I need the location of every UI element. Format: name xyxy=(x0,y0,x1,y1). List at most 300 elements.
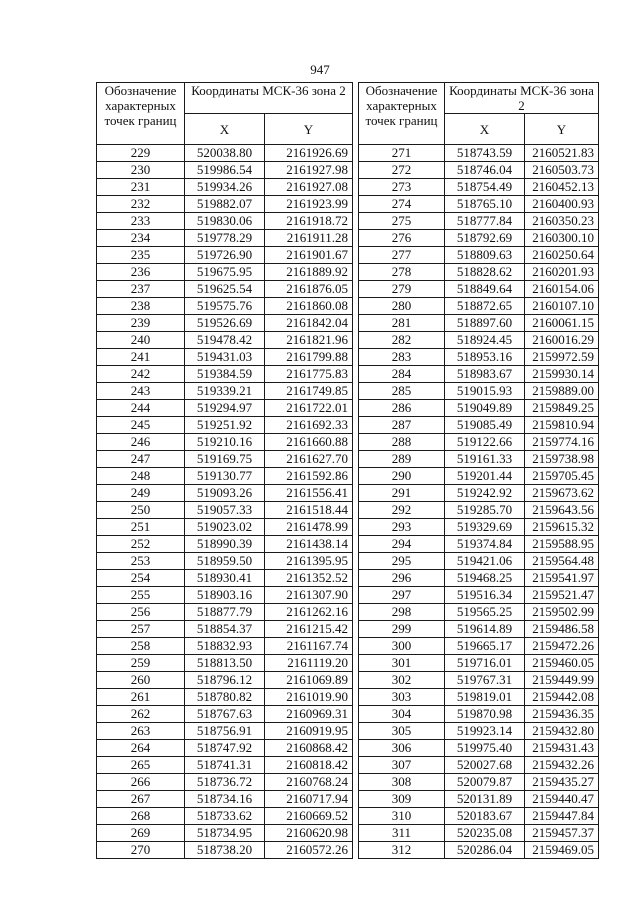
table-row xyxy=(97,604,599,621)
point-id: 243 xyxy=(97,383,185,400)
coord-y: 2161352.52 xyxy=(265,570,353,587)
coord-y-right: 2159460.05 xyxy=(525,655,599,672)
point-id-right: 298 xyxy=(359,604,445,621)
point-id: 267 xyxy=(97,791,185,808)
coord-x-right: 519329.69 xyxy=(445,519,525,536)
coord-x: 518796.12 xyxy=(185,672,265,689)
point-id-right: 286 xyxy=(359,400,445,417)
coord-y-right: 2159447.84 xyxy=(525,808,599,825)
coord-y-right: 2159810.94 xyxy=(525,417,599,434)
coord-x: 519384.59 xyxy=(185,366,265,383)
coord-x: 519130.77 xyxy=(185,468,265,485)
coord-y: 2161926.69 xyxy=(265,145,353,162)
point-id-right: 282 xyxy=(359,332,445,349)
point-id: 253 xyxy=(97,553,185,570)
coord-x-right: 519161.33 xyxy=(445,451,525,468)
header-x-right: X xyxy=(445,114,525,145)
point-id-right: 285 xyxy=(359,383,445,400)
point-id: 260 xyxy=(97,672,185,689)
point-id: 254 xyxy=(97,570,185,587)
point-id-right: 284 xyxy=(359,366,445,383)
coord-x-right: 518777.84 xyxy=(445,213,525,230)
table-row xyxy=(97,264,599,281)
coord-y-right: 2159431.43 xyxy=(525,740,599,757)
table-row xyxy=(97,281,599,298)
coord-y: 2161722.01 xyxy=(265,400,353,417)
point-id: 256 xyxy=(97,604,185,621)
coord-x: 519934.26 xyxy=(185,179,265,196)
table-row xyxy=(97,740,599,757)
point-id-right: 277 xyxy=(359,247,445,264)
table-row xyxy=(97,791,599,808)
header-y: Y xyxy=(265,114,353,145)
coord-x: 518780.82 xyxy=(185,689,265,706)
table-row xyxy=(97,621,599,638)
coord-y-right: 2160016.29 xyxy=(525,332,599,349)
coord-x-right: 519767.31 xyxy=(445,672,525,689)
coord-y: 2160969.31 xyxy=(265,706,353,723)
coord-y: 2160818.42 xyxy=(265,757,353,774)
coord-y: 2161876.05 xyxy=(265,281,353,298)
coord-y-right: 2159502.99 xyxy=(525,604,599,621)
coord-y: 2160868.42 xyxy=(265,740,353,757)
point-id-right: 296 xyxy=(359,570,445,587)
coord-y: 2161262.16 xyxy=(265,604,353,621)
table-row xyxy=(97,757,599,774)
coord-y: 2161923.99 xyxy=(265,196,353,213)
point-id: 229 xyxy=(97,145,185,162)
coord-x-right: 520183.67 xyxy=(445,808,525,825)
coord-x: 519625.54 xyxy=(185,281,265,298)
coord-y-right: 2159564.48 xyxy=(525,553,599,570)
coord-y-right: 2159673.62 xyxy=(525,485,599,502)
table-row xyxy=(97,485,599,502)
coord-y-right: 2159435.27 xyxy=(525,774,599,791)
coord-y-right: 2159432.26 xyxy=(525,757,599,774)
coord-y: 2161307.90 xyxy=(265,587,353,604)
coord-y-right: 2160452.13 xyxy=(525,179,599,196)
table-row xyxy=(97,213,599,230)
coord-y-right: 2160350.23 xyxy=(525,213,599,230)
table-row xyxy=(97,332,599,349)
coord-x-right: 519716.01 xyxy=(445,655,525,672)
point-id-right: 304 xyxy=(359,706,445,723)
coord-x-right: 519242.92 xyxy=(445,485,525,502)
point-id-right: 306 xyxy=(359,740,445,757)
table-row xyxy=(97,247,599,264)
table-row xyxy=(97,417,599,434)
table-row xyxy=(97,519,599,536)
point-id: 233 xyxy=(97,213,185,230)
point-id: 241 xyxy=(97,349,185,366)
coord-y-right: 2160503.73 xyxy=(525,162,599,179)
point-id-right: 287 xyxy=(359,417,445,434)
coord-x-right: 518754.49 xyxy=(445,179,525,196)
point-id-right: 293 xyxy=(359,519,445,536)
coord-x: 520038.80 xyxy=(185,145,265,162)
table-row xyxy=(97,230,599,247)
point-id-right: 288 xyxy=(359,434,445,451)
table-row xyxy=(97,808,599,825)
coord-x-right: 518809.63 xyxy=(445,247,525,264)
coord-x: 519882.07 xyxy=(185,196,265,213)
table-row xyxy=(97,315,599,332)
coord-y: 2161518.44 xyxy=(265,502,353,519)
table-row xyxy=(97,842,599,859)
coord-x: 519294.97 xyxy=(185,400,265,417)
coord-y-right: 2159442.08 xyxy=(525,689,599,706)
point-id-right: 301 xyxy=(359,655,445,672)
header-coords-label: Координаты МСК-36 зона 2 xyxy=(185,83,353,114)
point-id: 248 xyxy=(97,468,185,485)
point-id-right: 310 xyxy=(359,808,445,825)
coord-x-right: 519285.70 xyxy=(445,502,525,519)
coord-x: 518736.72 xyxy=(185,774,265,791)
coord-y-right: 2160107.10 xyxy=(525,298,599,315)
coord-x-right: 519049.89 xyxy=(445,400,525,417)
coord-x-right: 519870.98 xyxy=(445,706,525,723)
coord-x: 519023.02 xyxy=(185,519,265,536)
point-id: 234 xyxy=(97,230,185,247)
coord-x: 518734.95 xyxy=(185,825,265,842)
point-id-right: 311 xyxy=(359,825,445,842)
coord-x-right: 519819.01 xyxy=(445,689,525,706)
table-row xyxy=(97,451,599,468)
coord-x: 519169.75 xyxy=(185,451,265,468)
coord-y: 2161660.88 xyxy=(265,434,353,451)
coord-x-right: 519015.93 xyxy=(445,383,525,400)
coord-x: 519575.76 xyxy=(185,298,265,315)
point-id: 261 xyxy=(97,689,185,706)
point-id: 263 xyxy=(97,723,185,740)
point-id-right: 312 xyxy=(359,842,445,859)
coord-x: 519526.69 xyxy=(185,315,265,332)
coord-y: 2161556.41 xyxy=(265,485,353,502)
table-body xyxy=(97,145,599,859)
table-row xyxy=(97,366,599,383)
coord-y: 2161799.88 xyxy=(265,349,353,366)
coord-x: 519210.16 xyxy=(185,434,265,451)
coord-y-right: 2159615.32 xyxy=(525,519,599,536)
coord-x-right: 518953.16 xyxy=(445,349,525,366)
coord-x: 518877.79 xyxy=(185,604,265,621)
point-id-right: 275 xyxy=(359,213,445,230)
point-id-right: 279 xyxy=(359,281,445,298)
point-id-right: 281 xyxy=(359,315,445,332)
table-row xyxy=(97,689,599,706)
coord-y-right: 2159436.35 xyxy=(525,706,599,723)
coord-x: 518959.50 xyxy=(185,553,265,570)
table-row xyxy=(97,706,599,723)
coord-x: 518741.31 xyxy=(185,757,265,774)
point-id: 266 xyxy=(97,774,185,791)
coord-y-right: 2159521.47 xyxy=(525,587,599,604)
coord-x-right: 519614.89 xyxy=(445,621,525,638)
point-id-right: 309 xyxy=(359,791,445,808)
coord-y: 2161775.83 xyxy=(265,366,353,383)
point-id: 244 xyxy=(97,400,185,417)
table-row xyxy=(97,383,599,400)
coord-x-right: 518765.10 xyxy=(445,196,525,213)
coord-x-right: 519665.17 xyxy=(445,638,525,655)
coord-x: 518813.50 xyxy=(185,655,265,672)
coord-x-right: 519923.14 xyxy=(445,723,525,740)
point-id-right: 272 xyxy=(359,162,445,179)
coord-y-right: 2159972.59 xyxy=(525,349,599,366)
coord-y: 2161860.08 xyxy=(265,298,353,315)
coord-x-right: 518872.65 xyxy=(445,298,525,315)
coord-x-right: 518897.60 xyxy=(445,315,525,332)
coord-x: 519478.42 xyxy=(185,332,265,349)
point-id-right: 305 xyxy=(359,723,445,740)
coord-y: 2160919.95 xyxy=(265,723,353,740)
coord-x: 518854.37 xyxy=(185,621,265,638)
coord-x: 518756.91 xyxy=(185,723,265,740)
coord-y: 2161627.70 xyxy=(265,451,353,468)
coord-y: 2161901.67 xyxy=(265,247,353,264)
coord-y-right: 2159889.00 xyxy=(525,383,599,400)
point-id: 245 xyxy=(97,417,185,434)
point-id: 269 xyxy=(97,825,185,842)
table-row xyxy=(97,638,599,655)
table-row xyxy=(97,553,599,570)
point-id: 252 xyxy=(97,536,185,553)
header-point-label: Обозначение характерных точек границ xyxy=(97,83,185,145)
coord-x-right: 518849.64 xyxy=(445,281,525,298)
point-id-right: 294 xyxy=(359,536,445,553)
coord-x: 519726.90 xyxy=(185,247,265,264)
coord-y-right: 2159774.16 xyxy=(525,434,599,451)
coord-y: 2161395.95 xyxy=(265,553,353,570)
table-row xyxy=(97,468,599,485)
coord-x: 518767.63 xyxy=(185,706,265,723)
coord-y-right: 2160061.15 xyxy=(525,315,599,332)
coord-y: 2160620.98 xyxy=(265,825,353,842)
point-id-right: 271 xyxy=(359,145,445,162)
point-id-right: 290 xyxy=(359,468,445,485)
point-id: 238 xyxy=(97,298,185,315)
table-row xyxy=(97,502,599,519)
coord-x-right: 518924.45 xyxy=(445,332,525,349)
coord-x-right: 519468.25 xyxy=(445,570,525,587)
coord-x-right: 518743.59 xyxy=(445,145,525,162)
coord-x: 518747.92 xyxy=(185,740,265,757)
point-id: 247 xyxy=(97,451,185,468)
table-header-row xyxy=(97,83,599,114)
coord-x: 519093.26 xyxy=(185,485,265,502)
coord-y-right: 2160250.64 xyxy=(525,247,599,264)
table-row xyxy=(97,349,599,366)
header-coords-label-right: Координаты МСК-36 зона 2 xyxy=(445,83,599,114)
point-id: 255 xyxy=(97,587,185,604)
point-id: 258 xyxy=(97,638,185,655)
coord-x: 519339.21 xyxy=(185,383,265,400)
coord-y: 2161821.96 xyxy=(265,332,353,349)
point-id-right: 308 xyxy=(359,774,445,791)
coord-x: 518734.16 xyxy=(185,791,265,808)
table-row xyxy=(97,196,599,213)
coord-y-right: 2159486.58 xyxy=(525,621,599,638)
table-row xyxy=(97,298,599,315)
point-id: 264 xyxy=(97,740,185,757)
point-id-right: 289 xyxy=(359,451,445,468)
table-row xyxy=(97,162,599,179)
point-id-right: 291 xyxy=(359,485,445,502)
coord-y-right: 2159849.25 xyxy=(525,400,599,417)
point-id-right: 307 xyxy=(359,757,445,774)
coord-y-right: 2159930.14 xyxy=(525,366,599,383)
coord-x-right: 519565.25 xyxy=(445,604,525,621)
coord-x: 519830.06 xyxy=(185,213,265,230)
point-id-right: 283 xyxy=(359,349,445,366)
coord-y: 2160572.26 xyxy=(265,842,353,859)
point-id-right: 276 xyxy=(359,230,445,247)
coord-x-right: 520131.89 xyxy=(445,791,525,808)
coord-x: 518832.93 xyxy=(185,638,265,655)
coord-y-right: 2159457.37 xyxy=(525,825,599,842)
coord-y: 2161019.90 xyxy=(265,689,353,706)
point-id: 242 xyxy=(97,366,185,383)
point-id: 262 xyxy=(97,706,185,723)
coord-y-right: 2159440.47 xyxy=(525,791,599,808)
coord-x-right: 518828.62 xyxy=(445,264,525,281)
table-row xyxy=(97,570,599,587)
point-id: 232 xyxy=(97,196,185,213)
point-id: 237 xyxy=(97,281,185,298)
table-row xyxy=(97,774,599,791)
coord-y: 2161889.92 xyxy=(265,264,353,281)
coord-x: 519057.33 xyxy=(185,502,265,519)
table-row xyxy=(97,825,599,842)
coord-y: 2161438.14 xyxy=(265,536,353,553)
coord-y: 2161478.99 xyxy=(265,519,353,536)
coord-x: 518733.62 xyxy=(185,808,265,825)
header-point-label-right: Обозначение характерных точек границ xyxy=(359,83,445,145)
coord-x-right: 520235.08 xyxy=(445,825,525,842)
point-id-right: 280 xyxy=(359,298,445,315)
coord-x-right: 518746.04 xyxy=(445,162,525,179)
coord-y-right: 2160300.10 xyxy=(525,230,599,247)
point-id-right: 278 xyxy=(359,264,445,281)
coord-x-right: 518983.67 xyxy=(445,366,525,383)
point-id: 246 xyxy=(97,434,185,451)
coord-x: 519675.95 xyxy=(185,264,265,281)
coord-x-right: 519085.49 xyxy=(445,417,525,434)
coord-y-right: 2160201.93 xyxy=(525,264,599,281)
point-id: 236 xyxy=(97,264,185,281)
point-id-right: 302 xyxy=(359,672,445,689)
point-id: 239 xyxy=(97,315,185,332)
coord-y: 2161918.72 xyxy=(265,213,353,230)
table-row xyxy=(97,179,599,196)
coord-y: 2161592.86 xyxy=(265,468,353,485)
page-number: 947 xyxy=(310,62,330,77)
coord-x-right: 520079.87 xyxy=(445,774,525,791)
coord-x-right: 518792.69 xyxy=(445,230,525,247)
point-id: 251 xyxy=(97,519,185,536)
table-row xyxy=(97,587,599,604)
coord-y-right: 2160400.93 xyxy=(525,196,599,213)
coord-y: 2160768.24 xyxy=(265,774,353,791)
point-id: 257 xyxy=(97,621,185,638)
coord-y: 2160717.94 xyxy=(265,791,353,808)
coord-y-right: 2160521.83 xyxy=(525,145,599,162)
coord-y-right: 2159643.56 xyxy=(525,502,599,519)
coord-x: 518903.16 xyxy=(185,587,265,604)
coord-y: 2161749.85 xyxy=(265,383,353,400)
coord-y: 2161927.98 xyxy=(265,162,353,179)
table-row xyxy=(97,655,599,672)
coord-y: 2161215.42 xyxy=(265,621,353,638)
coord-y-right: 2159469.05 xyxy=(525,842,599,859)
coord-x-right: 519122.66 xyxy=(445,434,525,451)
point-id: 270 xyxy=(97,842,185,859)
point-id-right: 297 xyxy=(359,587,445,604)
coord-y-right: 2159705.45 xyxy=(525,468,599,485)
coord-y-right: 2159541.97 xyxy=(525,570,599,587)
coord-x: 518990.39 xyxy=(185,536,265,553)
coord-y: 2161911.28 xyxy=(265,230,353,247)
header-y-right: Y xyxy=(525,114,599,145)
coord-y-right: 2160154.06 xyxy=(525,281,599,298)
point-id: 265 xyxy=(97,757,185,774)
point-id-right: 303 xyxy=(359,689,445,706)
table-row xyxy=(97,536,599,553)
point-id-right: 300 xyxy=(359,638,445,655)
table-row xyxy=(97,145,599,162)
coord-x-right: 519201.44 xyxy=(445,468,525,485)
table-row xyxy=(97,434,599,451)
coord-y: 2161167.74 xyxy=(265,638,353,655)
coord-y-right: 2159472.26 xyxy=(525,638,599,655)
point-id-right: 273 xyxy=(359,179,445,196)
point-id: 249 xyxy=(97,485,185,502)
table-row xyxy=(97,723,599,740)
coord-x: 519986.54 xyxy=(185,162,265,179)
point-id: 235 xyxy=(97,247,185,264)
coordinates-table xyxy=(96,82,599,859)
coord-x-right: 519516.34 xyxy=(445,587,525,604)
point-id-right: 295 xyxy=(359,553,445,570)
point-id: 240 xyxy=(97,332,185,349)
table-row xyxy=(97,400,599,417)
table-row xyxy=(97,672,599,689)
coord-y-right: 2159738.98 xyxy=(525,451,599,468)
coord-x: 519431.03 xyxy=(185,349,265,366)
coord-x-right: 520286.04 xyxy=(445,842,525,859)
point-id-right: 299 xyxy=(359,621,445,638)
point-id: 230 xyxy=(97,162,185,179)
coord-x: 519251.92 xyxy=(185,417,265,434)
coord-y-right: 2159432.80 xyxy=(525,723,599,740)
point-id-right: 274 xyxy=(359,196,445,213)
coord-x-right: 519421.06 xyxy=(445,553,525,570)
point-id: 268 xyxy=(97,808,185,825)
coord-x: 519778.29 xyxy=(185,230,265,247)
point-id: 259 xyxy=(97,655,185,672)
point-id-right: 292 xyxy=(359,502,445,519)
point-id: 231 xyxy=(97,179,185,196)
coord-x: 518930.41 xyxy=(185,570,265,587)
coord-y-right: 2159449.99 xyxy=(525,672,599,689)
coord-y: 2161069.89 xyxy=(265,672,353,689)
coord-y-right: 2159588.95 xyxy=(525,536,599,553)
coord-x-right: 520027.68 xyxy=(445,757,525,774)
coord-y: 2160669.52 xyxy=(265,808,353,825)
coord-y: 2161927.08 xyxy=(265,179,353,196)
coord-x: 518738.20 xyxy=(185,842,265,859)
point-id: 250 xyxy=(97,502,185,519)
